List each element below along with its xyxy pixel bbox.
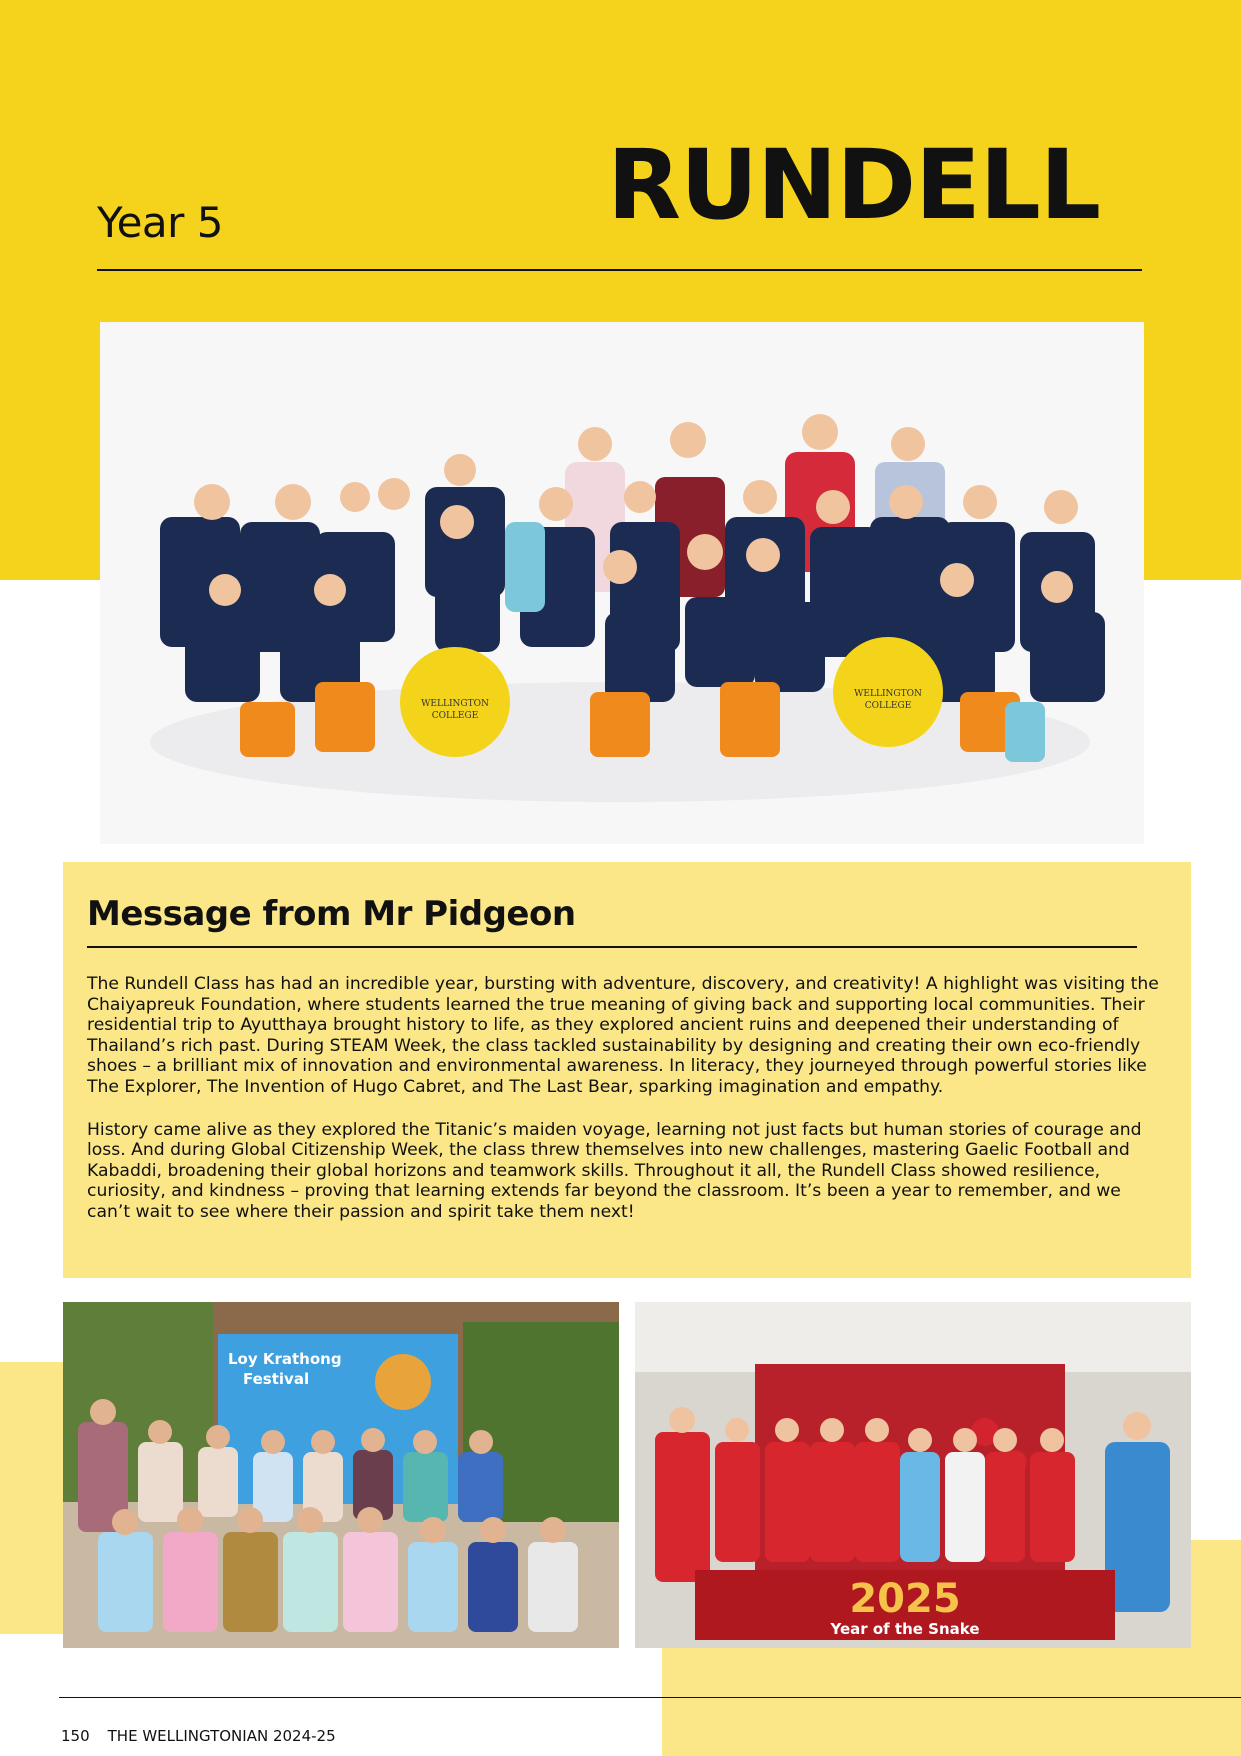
message-paragraph: History came alive as they explored the Titanic’s maiden voyage, learning not just facts but human stories of courage and loss. And during Global Citizenship Week, the class threw themselves into new challenges, mastering Gaelic Football and Kabaddi, broadening their global horizons and teamwork skills. Throughout it all, the Rundell Class showed resilience, curiosity, and kindness – proving that learning extends far beyond the classroom. It’s been a year to remember, and we can’t wait to see where their passion and spirit take them next! [87, 1119, 1142, 1222]
sign-text: Loy Krathong [228, 1350, 342, 1368]
publication-name: THE WELLINGTONIAN 2024-25 [107, 1727, 336, 1745]
page-footer [61, 1727, 354, 1745]
message-divider [87, 946, 1137, 948]
banner-text: COLLEGE [431, 711, 479, 721]
message-panel [63, 862, 1191, 1278]
chinese-new-year-photo [635, 1302, 1191, 1648]
header-divider [97, 269, 1142, 271]
banner-text: COLLEGE [864, 701, 912, 711]
banner-text: WELLINGTON [854, 689, 922, 699]
class-title: RUNDELL [607, 129, 1100, 241]
loy-krathong-photo [63, 1302, 619, 1648]
class-photo [100, 322, 1144, 844]
page-number: 150 [61, 1727, 90, 1745]
banner-text: WELLINGTON [421, 699, 489, 709]
sign-text: Year of the Snake [830, 1620, 980, 1638]
message-body [87, 974, 1167, 1245]
message-title: Message from Mr Pidgeon [87, 894, 576, 934]
message-paragraph: The Rundell Class has had an incredible year, bursting with adventure, discovery, and creativity! A highlight was visiting the Chaiyapreuk Foundation, where students learned the true meaning of giving back and supporting local communities. Their residential trip to Ayutthaya brought history to life, as they explored ancient ruins and deepened their understanding of Thailand’s rich past. During STEAM Week, the class tackled sustainability by designing and creating their own eco-friendly shoes – a brilliant mix of innovation and environmental awareness. In literacy, they journeyed through powerful stories like The Explorer, The Invention of Hugo Cabret, and The Last Bear, sparking imagination and empathy. [87, 974, 1159, 1097]
sign-text: Festival [243, 1370, 310, 1388]
year-label: Year 5 [97, 198, 223, 247]
footer-divider [59, 1697, 1241, 1698]
sign-text: 2025 [849, 1576, 961, 1622]
